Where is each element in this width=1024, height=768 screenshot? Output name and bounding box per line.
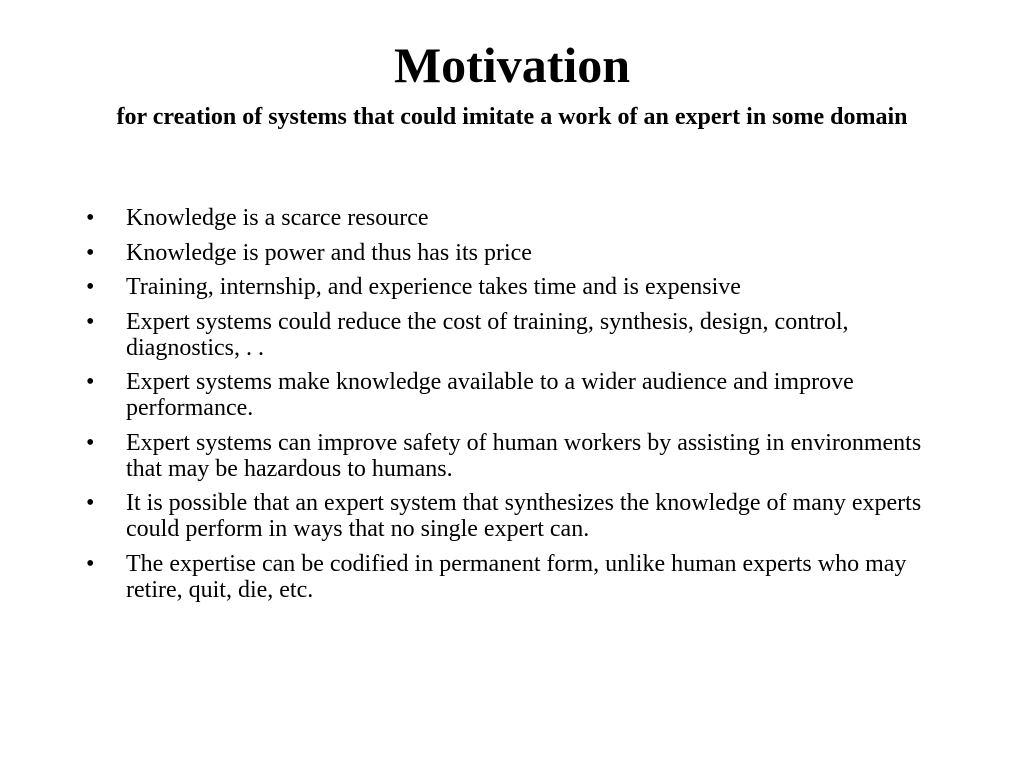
bullet-text: Knowledge is a scarce resource [126, 205, 429, 231]
bullet-text: The expertise can be codified in permanent form, unlike human experts who may retire, quit, die, etc. [126, 550, 907, 603]
bullet-marker: • [86, 369, 95, 395]
slide-title: Motivation [393, 37, 631, 93]
bullet-item [86, 369, 956, 421]
bullet-item [86, 309, 956, 361]
bullet-item [86, 430, 956, 482]
bullet-marker: • [86, 550, 95, 577]
bullet-text: Knowledge is power and thus has its price [126, 239, 532, 266]
bullet-list [86, 205, 956, 611]
bullet-item [86, 551, 956, 603]
bullet-marker: • [86, 239, 95, 266]
bullet-marker: • [86, 490, 95, 516]
bullet-marker: • [86, 308, 95, 335]
bullet-text: Training, internship, and experience takes time and is expensive [126, 274, 741, 300]
bullet-item [86, 274, 956, 300]
bullet-item [86, 490, 956, 542]
bullet-text: It is possible that an expert system that synthesizes the knowledge of many experts could perform in ways that no single expert can. [126, 490, 922, 542]
bullet-item [86, 240, 956, 266]
bullet-text: Expert systems could reduce the cost of training, synthesis, design, control, diagnostics, . . [126, 308, 849, 361]
bullet-text: Expert systems can improve safety of human workers by assisting in environments that may be hazardous to humans. [126, 429, 922, 482]
bullet-text: Expert systems make knowledge available to a wider audience and improve performance. [126, 369, 854, 421]
bullet-marker: • [86, 274, 95, 300]
bullet-item [86, 205, 956, 231]
slide-subtitle: for creation of systems that could imitate a work of an expert in some domain [116, 104, 908, 130]
bullet-marker: • [86, 205, 95, 231]
bullet-marker: • [86, 429, 95, 456]
